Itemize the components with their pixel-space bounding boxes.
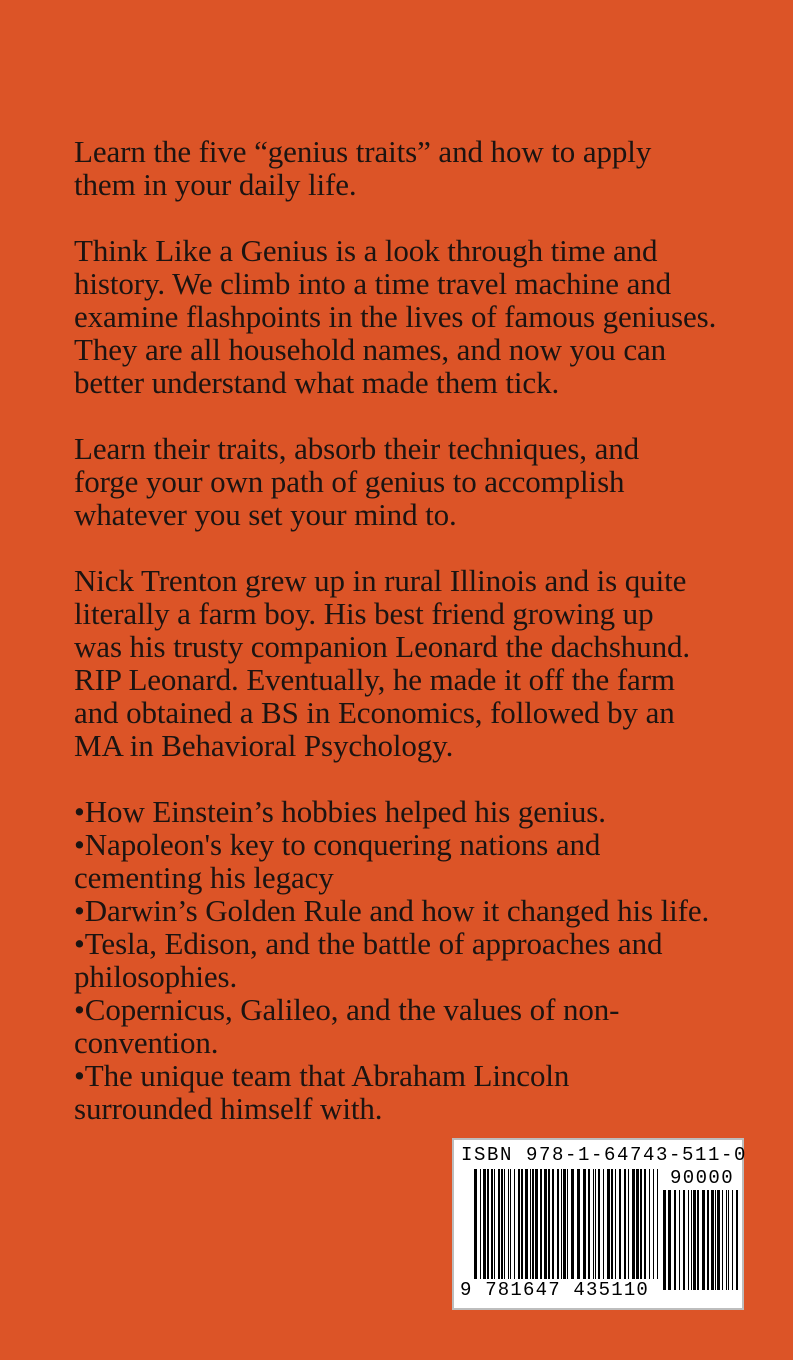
barcode-bar [683,1190,685,1290]
barcode-bar [715,1190,716,1290]
barcode-bar [632,1169,635,1279]
barcode-bar [494,1169,495,1279]
highlight-item: •Tesla, Edison, and the battle of approaches and philosophies. [74,926,663,994]
barcode-bar [663,1190,666,1290]
barcode-bar [593,1169,594,1279]
barcode-bar [483,1169,486,1279]
barcode-bar [636,1169,639,1279]
barcode-bar [508,1169,509,1279]
barcode-bar [697,1190,699,1290]
isbn-barcode [452,1138,748,1310]
author-bio: Nick Trenton grew up in rural Illinois and is quite literally a farm boy. His best friend growing up was his trusty companion Leonard the dachshund. RIP Leonard. Eventually, he made it off the farm and obtained a BS in Economics, followed by an MA in Behavioral Psychology. [74,563,691,763]
barcode-bar [521,1169,523,1279]
barcode-bar [693,1190,696,1290]
barcode-bar [510,1169,511,1279]
barcode-bar [567,1169,568,1279]
barcode-bar [563,1169,566,1279]
highlight-item: •Copernicus, Galileo, and the values of non- convention. [74,992,620,1060]
barcode-bar [535,1169,538,1279]
barcode-bar [504,1169,505,1279]
barcode-bar [571,1169,574,1279]
barcode-bar [480,1169,481,1279]
barcode-bar [688,1190,689,1290]
barcode-bar [640,1169,642,1279]
barcode-bar [628,1169,629,1279]
barcode-bar [711,1190,714,1290]
barcode-bar [728,1190,729,1290]
barcode-bar [611,1169,613,1279]
barcode-bar [691,1190,692,1290]
highlight-item: •Darwin’s Golden Rule and how it changed his life. [74,893,710,928]
barcode-bar [657,1169,658,1279]
barcode-bar [540,1169,542,1279]
barcode-bar [644,1169,646,1279]
barcode-bar [561,1169,562,1279]
barcode-bar [532,1169,534,1279]
barcode-bar [501,1169,503,1279]
barcode-bar [577,1169,580,1279]
barcode-bar [583,1169,586,1279]
highlight-item: •The unique team that Abraham Lincoln surrounded himself with. [74,1058,570,1126]
cover-blurb [74,135,764,1125]
barcode-bars-main [474,1169,660,1279]
barcode-bar [722,1190,723,1290]
highlight-item: •Napoleon's key to conquering nations and cementing his legacy [74,827,601,895]
highlights-list [74,795,764,1125]
price-code: 90000 [669,1167,734,1189]
barcode-bar [649,1169,650,1279]
barcode-bar [518,1169,520,1279]
barcode-bar [736,1190,738,1290]
barcode-bar [732,1190,733,1290]
barcode-bars-addon [663,1190,738,1290]
barcode-bar [707,1190,709,1290]
barcode-bar [491,1169,493,1279]
blurb-description: Think Like a Genius is a look through time and history. We climb into a time travel machine and examine flashpoints in the lives of famous geniuses. They are all household names, and now you can better understand what made them tick. [74,233,717,400]
barcode-bar [498,1169,500,1279]
barcode-bar [674,1190,676,1290]
barcode-bar [487,1169,489,1279]
barcode-bar [514,1169,515,1279]
barcode-bar [598,1169,600,1279]
barcode-bar [595,1169,596,1279]
barcode-bar [544,1169,547,1279]
isbn-label: ISBN 978-1-64743-511-0 [461,1144,748,1166]
barcode-bar [702,1190,705,1290]
barcode-bar [530,1169,531,1279]
barcode-bar [624,1169,626,1279]
barcode-bar [548,1169,550,1279]
barcode-bar [668,1190,671,1290]
ean-digits: 9 781647 435110 [460,1279,650,1301]
barcode-bar [607,1169,610,1279]
blurb-intro: Learn the five “genius traits” and how to apply them in your daily life. [74,134,652,202]
barcode-bar [525,1169,528,1279]
barcode-bar [653,1169,654,1279]
barcode-bar [588,1169,590,1279]
barcode-bar [557,1169,559,1279]
barcode-bar [474,1169,477,1279]
barcode-bar [726,1190,727,1290]
highlight-item: •How Einstein’s hobbies helped his genius. [74,794,606,829]
barcode-bar [552,1169,554,1279]
blurb-call-to-action: Learn their traits, absorb their techniques, and forge your own path of genius to accomplish whatever you set your mind to. [74,431,640,532]
barcode-bar [603,1169,604,1279]
barcode-bar [619,1169,621,1279]
barcode-bar [615,1169,616,1279]
barcode-bar [717,1190,720,1290]
barcode-bar [679,1190,680,1290]
